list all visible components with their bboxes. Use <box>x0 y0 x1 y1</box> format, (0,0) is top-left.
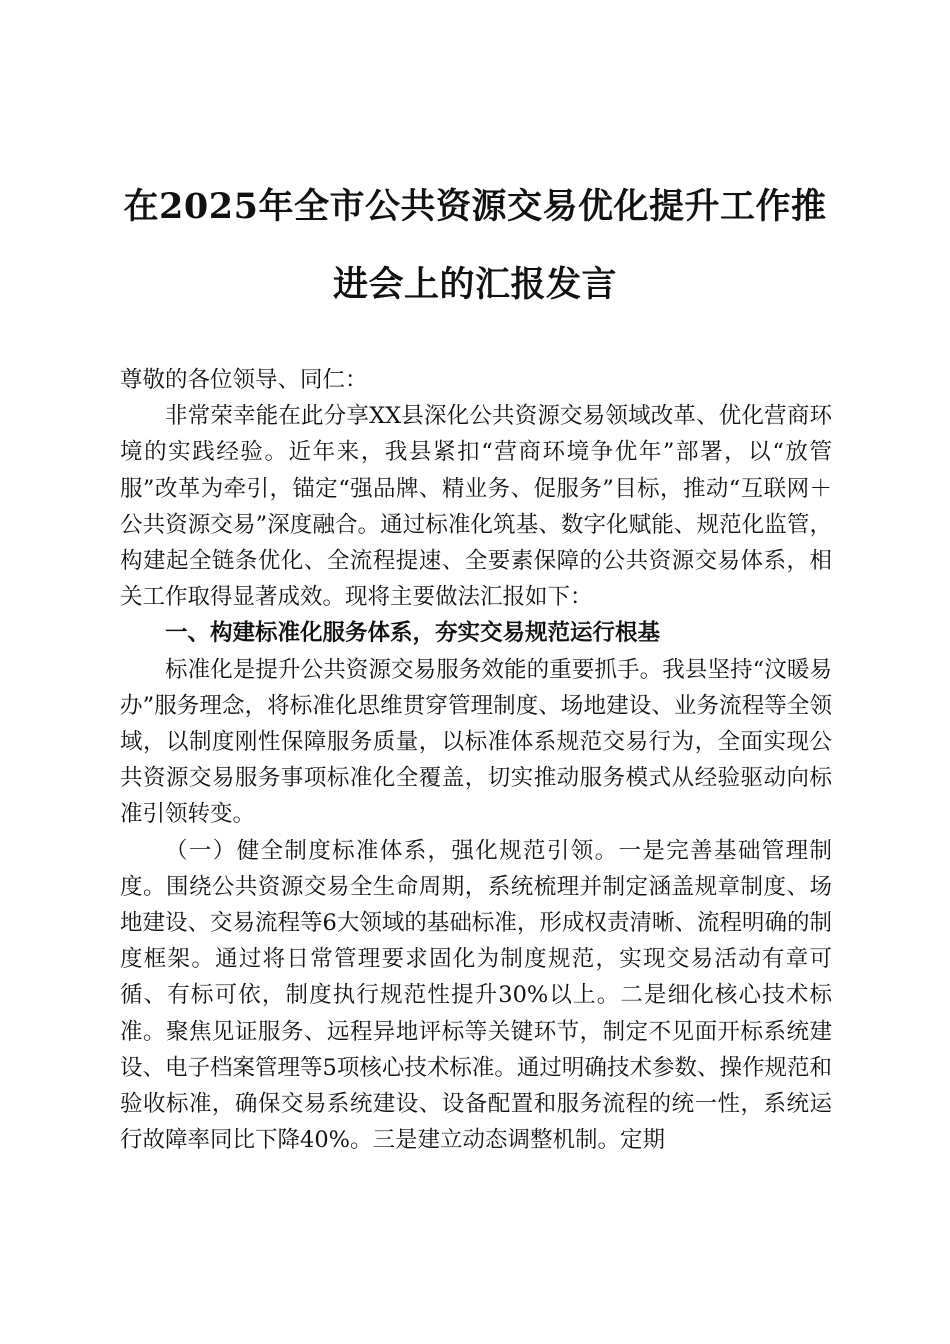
document-body <box>120 362 832 1158</box>
title-line-1: 在2025年全市公共资源交易优化提升工作推 <box>123 186 827 227</box>
subsection-1-title: （一）健全制度标准体系，强化规范引领。 <box>165 837 619 864</box>
section-1-paragraph: 标准化是提升公共资源交易服务效能的重要抓手。我县坚持“汶暖易办”服务理念，将标准化思维贯穿管理制度、场地建设、业务流程等全领域，以制度刚性保障服务质量，以标准体系规范交易行为，全面实现公共资源交易服务事项标准化全覆盖，切实推动服务模式从经验驱动向标准引领转变。 <box>120 656 832 828</box>
subsection-1-text: 一是完善基础管理制度。围绕公共资源交易全生命周期，系统梳理并制定涵盖规章制度、场地建设、交易流程等6大领域的基础标准，形成权责清晰、流程明确的制度框架。通过将日常管理要求固化为制度规范，实现交易活动有章可循、有标可依，制度执行规范性提升30%以上。二是细化核心技术标准。聚焦见证服务、远程异地评标等关键环节，制定不见面开标系统建设、电子档案管理等5项核心技术标准。通过明确技术参数、操作规范和验收标准，确保交易系统建设、设备配置和服务流程的统一性，系统运行故障率同比下降40%。三是建立动态调整机制。定期 <box>120 837 832 1154</box>
intro-paragraph: 非常荣幸能在此分享XX县深化公共资源交易领域改革、优化营商环境的实践经验。近年来，我县紧扣“营商环境争优年”部署，以“放管服”改革为牵引，锚定“强品牌、精业务、促服务”目标，推动“互联网＋公共资源交易”深度融合。通过标准化筑基、数字化赋能、规范化监管，构建起全链条优化、全流程提速、全要素保障的公共资源交易体系，相关工作取得显著成效。现将主要做法汇报如下： <box>120 403 832 611</box>
salutation: 尊敬的各位领导、同仁： <box>120 367 368 393</box>
section-1-heading: 一、构建标准化服务体系，夯实交易规范运行根基 <box>165 620 661 647</box>
document-title <box>100 168 850 324</box>
subsection-1-paragraph <box>120 833 832 1159</box>
title-line-2: 进会上的汇报发言 <box>332 264 617 305</box>
